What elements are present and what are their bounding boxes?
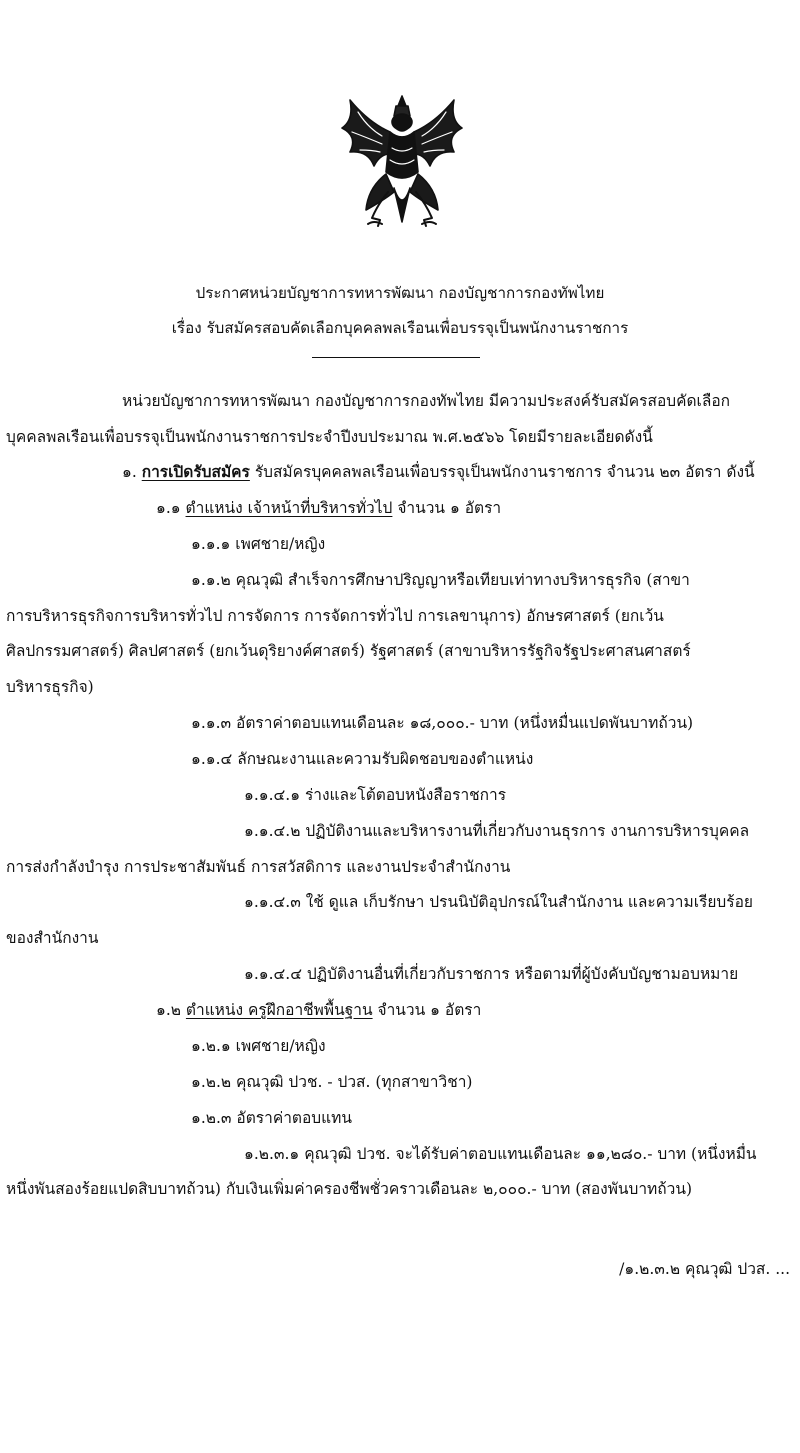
position-1-duty-2-line-1: ๑.๑.๔.๒ ปฏิบัติงานและบริหารงานที่เกี่ยวกับงานธุรการ งานการบริหารบุคคล bbox=[244, 822, 750, 840]
position-1-count: จำนวน ๑ อัตรา bbox=[397, 499, 502, 517]
announcement-title: ประกาศหน่วยบัญชาการทหารพัฒนา กองบัญชาการกองทัพไทย bbox=[195, 284, 605, 302]
position-2-line bbox=[156, 1000, 481, 1020]
position-1-line bbox=[156, 498, 501, 518]
position-1-qual-line-4: บริหารธุรกิจ) bbox=[6, 678, 94, 696]
intro-line-1: หน่วยบัญชาการทหารพัฒนา กองบัญชาการกองทัพไทย มีความประสงค์รับสมัครสอบคัดเลือก bbox=[122, 392, 731, 410]
position-2-gender: ๑.๒.๑ เพศชาย/หญิง bbox=[191, 1037, 326, 1055]
position-2-salary-1-line-1: ๑.๒.๓.๑ คุณวุฒิ ปวช. จะได้รับค่าตอบแทนเดือนละ ๑๑,๒๘๐.- บาท (หนึ่งหมื่น bbox=[244, 1145, 757, 1163]
position-2-heading: ตำแหน่ง ครูฝึกอาชีพพื้นฐาน bbox=[185, 1001, 373, 1019]
garuda-emblem-icon bbox=[328, 92, 476, 232]
page-continuation: /๑.๒.๓.๒ คุณวุฒิ ปวส. ... bbox=[619, 1260, 790, 1278]
intro-line-2: บุคคลพลเรือนเพื่อบรรจุเป็นพนักงานราชการประจำปีงบประมาณ พ.ศ.๒๕๖๖ โดยมีรายละเอียดดังนี้ bbox=[6, 428, 653, 446]
position-2-number: ๑.๒ bbox=[156, 1001, 181, 1019]
position-1-salary: ๑.๑.๓ อัตราค่าตอบแทนเดือนละ ๑๘,๐๐๐.- บาท (หนึ่งหมื่นแปดพันบาทถ้วน) bbox=[191, 714, 694, 732]
position-1-gender: ๑.๑.๑ เพศชาย/หญิง bbox=[191, 535, 326, 553]
position-1-qual-line-3: ศิลปกรรมศาสตร์) ศิลปศาสตร์ (ยกเว้นดุริยางค์ศาสตร์) รัฐศาสตร์ (สาขาบริหารรัฐกิจรัฐประศาสนศาสตร์ bbox=[6, 642, 691, 660]
position-1-duty-3-line-2: ของสำนักงาน bbox=[6, 929, 99, 947]
position-1-duty-2-line-2: การส่งกำลังบำรุง การประชาสัมพันธ์ การสวัสดิการ และงานประจำสำนักงาน bbox=[6, 858, 511, 876]
position-1-heading: ตำแหน่ง เจ้าหน้าที่บริหารทั่วไป bbox=[185, 499, 393, 517]
position-2-salary: ๑.๒.๓ อัตราค่าตอบแทน bbox=[191, 1109, 352, 1127]
position-2-count: จำนวน ๑ อัตรา bbox=[377, 1001, 482, 1019]
section-1-heading: การเปิดรับสมัคร bbox=[141, 462, 250, 481]
position-1-duty-3-line-1: ๑.๑.๔.๓ ใช้ ดูแล เก็บรักษา ปรนนิบัติอุปกรณ์ในสำนักงาน และความเรียบร้อย bbox=[244, 893, 753, 911]
section-1-line bbox=[122, 462, 755, 482]
section-1-number: ๑. bbox=[122, 463, 137, 481]
position-1-number: ๑.๑ bbox=[156, 499, 181, 517]
position-1-qual-line-1: ๑.๑.๒ คุณวุฒิ สำเร็จการศึกษาปริญญาหรือเทียบเท่าทางบริหารธุรกิจ (สาขา bbox=[191, 571, 690, 589]
position-2-qual: ๑.๒.๒ คุณวุฒิ ปวช. - ปวส. (ทุกสาขาวิชา) bbox=[191, 1073, 473, 1091]
position-2-salary-1-line-2: หนึ่งพันสองร้อยแปดสิบบาทถ้วน) กับเงินเพิ่มค่าครองชีพชั่วคราวเดือนละ ๒,๐๐๐.- บาท (สองพันบาทถ้วน) bbox=[6, 1180, 692, 1198]
position-1-duty-1: ๑.๑.๔.๑ ร่างและโต้ตอบหนังสือราชการ bbox=[244, 786, 507, 804]
title-divider bbox=[312, 357, 480, 358]
position-1-duties: ๑.๑.๔ ลักษณะงานและความรับผิดชอบของตำแหน่ง bbox=[191, 750, 534, 768]
position-1-duty-4: ๑.๑.๔.๔ ปฏิบัติงานอื่นที่เกี่ยวกับราชการ หรือตามที่ผู้บังคับบัญชามอบหมาย bbox=[244, 965, 739, 983]
section-1-text: รับสมัครบุคคลพลเรือนเพื่อบรรจุเป็นพนักงานราชการ จำนวน ๒๓ อัตรา ดังนี้ bbox=[254, 463, 755, 481]
position-1-qual-line-2: การบริหารธุรกิจการบริหารทั่วไป การจัดการ การจัดการทั่วไป การเลขานุการ) อักษรศาสตร์ (ยกเว้น bbox=[6, 607, 664, 625]
announcement-subject: เรื่อง รับสมัครสอบคัดเลือกบุคคลพลเรือนเพื่อบรรจุเป็นพนักงานราชการ bbox=[171, 319, 629, 337]
